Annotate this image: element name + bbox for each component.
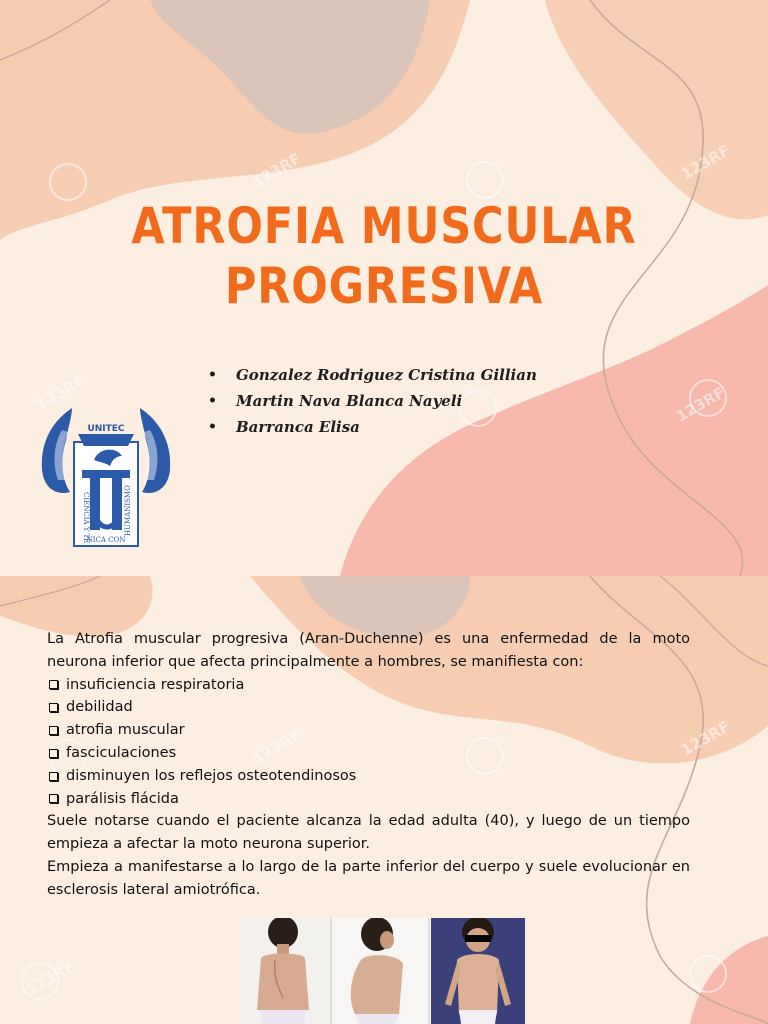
symptom-text: insuficiencia respiratoria	[66, 676, 245, 693]
child-side-photo	[333, 918, 431, 1024]
logo-motto-bottom: NICA CON	[86, 536, 126, 544]
watermark-text: 123RF	[23, 957, 78, 1000]
intro-paragraph: La Atrofia muscular progresiva (Aran-Duchenne) es una enfermedad de la moto neurona inferior que afecta principalmente a hombres, se manifiesta con:	[47, 631, 690, 670]
symptom-item	[47, 765, 690, 788]
symptom-item	[47, 788, 690, 811]
bullet: •	[208, 367, 217, 383]
symptom-item	[47, 742, 690, 765]
child-front-photo	[431, 918, 525, 1024]
author-list	[208, 362, 537, 440]
symptom-text: debilidad	[66, 699, 133, 716]
bullet: •	[208, 419, 217, 435]
symptom-item	[47, 696, 690, 719]
author-name: Barranca Elisa	[236, 418, 360, 436]
unitec-logo-icon	[36, 400, 176, 552]
checkbox-bullet-icon	[49, 749, 58, 758]
author-item	[208, 362, 537, 388]
watermark-text: 123RF	[249, 725, 304, 768]
symptom-item	[47, 674, 690, 697]
title-line-2: PROGRESIVA	[224, 257, 544, 315]
slide-title	[105, 196, 662, 316]
watermark-text: 123RF	[673, 383, 728, 426]
watermark-text: 123RF	[33, 371, 88, 414]
checkbox-bullet-icon	[49, 794, 58, 803]
pink-blob	[690, 936, 768, 1024]
symptom-text: atrofia muscular	[66, 722, 185, 739]
symptom-list	[47, 674, 690, 811]
slide-body-text	[47, 628, 690, 902]
checkbox-bullet-icon	[49, 680, 58, 689]
checkbox-bullet-icon	[49, 772, 58, 781]
progression-paragraph: Empieza a manifestarse a lo largo de la parte inferior del cuerpo y suele evolucionar en esclerosis lateral amiotrófica.	[47, 858, 690, 898]
author-item	[208, 388, 537, 414]
logo-motto-left: CIENCIA Y TE	[82, 492, 90, 544]
title-line-1: ATROFIA MUSCULAR	[131, 197, 637, 255]
patient-photos	[239, 918, 525, 1024]
watermark-text: 123RF	[249, 149, 304, 192]
symptom-text: disminuyen los reflejos osteotendinosos	[66, 767, 357, 784]
author-name: Martin Nava Blanca Nayeli	[236, 392, 463, 410]
content-slide	[0, 576, 768, 1024]
logo-text: UNITEC	[87, 424, 125, 434]
onset-paragraph: Suele notarse cuando el paciente alcanza la edad adulta (40), y luego de un tiempo empieza a afectar la moto neurona superior.	[47, 813, 690, 853]
symptom-text: parálisis flácida	[66, 790, 179, 807]
logo-motto-right: HUMANISMO	[124, 485, 132, 536]
symptom-text: fasciculaciones	[66, 744, 177, 761]
author-name: Gonzalez Rodriguez Cristina Gillian	[236, 366, 537, 384]
peach-blob-right	[545, 0, 768, 219]
child-back-photo	[239, 918, 333, 1024]
checkbox-bullet-icon	[49, 726, 58, 735]
watermark-text: 123RF	[678, 141, 733, 184]
watermark-text: 123RF	[678, 717, 733, 760]
bullet: •	[208, 393, 217, 409]
checkbox-bullet-icon	[49, 703, 58, 712]
author-item	[208, 414, 537, 440]
symptom-item	[47, 719, 690, 742]
